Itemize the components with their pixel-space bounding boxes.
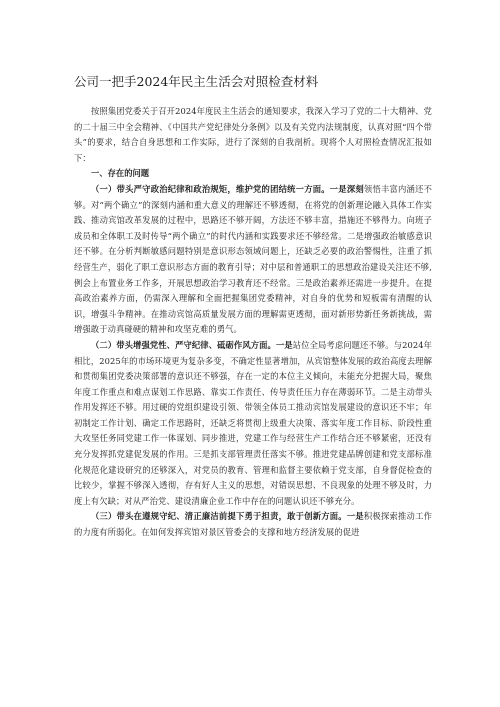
item-3-paragraph — [74, 509, 432, 540]
item-1-paragraph — [74, 182, 432, 338]
item-3-body: 积极探索推动工作的力度有所弱化。在如何发挥宾馆对景区管委会的支撑和地方经济发展的促进 — [74, 511, 432, 538]
item-1-lead: （一）带头严守政治纪律和政治规矩，维护党的团结统一方面。一是深刻 — [91, 183, 364, 194]
document-title: 公司一把手2024年民主生活会对照检查材料 — [74, 74, 319, 89]
item-2-paragraph — [74, 338, 432, 510]
item-2-body: 站位全局考虑问题还不够。与2024年相比，2025年的市场环境更为复杂多变，不确定性显著增加，从宾馆整体发展的政治高度去理解和贯彻集团党委决策部署的意识还不够强，存在一定的本位主义倾向，未能充分把握大局，聚焦年度工作重点和难点谋划工作思路、靠实工作责任、传导责任压力存在薄弱环节。二是主动带头作用发挥还不够。用过硬的党组织建设引领、带领全体员工推动宾馆发展建设的意识还不牢；年初制定工作计划、确定工作思路时，还缺乏将贯彻上级重大决策、落实年度工作目标、阶段性重大攻坚任务同党建工作一体谋划、同步推进，党建工作与经营生产工作结合还不够紧密，还没有充分发挥抓党建促发展的作用。三是抓支部管理责任落实不够。推进党建品牌创建和党支部标准化规范化建设研究的还够深入，对党员的教育、管理和监督主要依赖于党支部，自身督促检查的比较少，掌握不够深入透彻，存有好人主义的思想，对错误思想、不良现象的处理不够及时，力度上有欠缺；对从严治党、建设清廉企业工作中存在的问题认识还不够充分。 — [74, 339, 432, 506]
intro-paragraph: 按照集团党委关于召开2024年度民主生活会的通知要求，我深入学习了党的二十大精神、党的二十届三中全会精神、《中国共产党纪律处分条例》以及有关党内法规制度，认真对照“四个带头”的要求，结合自身思想和工作实际，进行了深刻的自我剖析。现将个人对照检查情况汇报如下： — [74, 106, 432, 163]
item-2-lead: （二）带头增强党性、严守纪律、砥砺作风方面。一是 — [91, 339, 293, 350]
item-3-lead: （三）带头在遵规守纪、清正廉洁前提下勇于担责，敢于创新方面。一是 — [91, 511, 364, 522]
item-1-body: 领悟丰富内涵还不够。对“两个确立”的深刻内涵和重大意义的理解还不够透彻，在将党的创新理论融入具体工作实践、推动宾馆改革发展的过程中，思路还不够开阔，方法还不够丰富，措施还不够得力。向班子成员和全体职工及时传导“两个确立”的时代内涵和实践要求还不够经常。二是增强政治敏感意识还不够。在分析判断敏感问题特别是意识形态领域问题上，还缺乏必要的政治警惕性，注重了抓经营生产，弱化了职工意识形态方面的教育引导；对中层和普通职工的思想政治建设关注还不够,例会上布置业务工作多，开展思想政治学习教育还不经常。三是政治素养还需进一步提升。在提高政治素养方面，仍需深入理解和全面把握集团党委精神，对自身的优势和短板需有清醒的认识，增强斗争精神。在推动宾馆高质量发展方面的理解需更透彻，面对新形势新任务新挑战，需增强敢于动真碰硬的精神和攻坚克难的勇气。 — [74, 183, 432, 335]
section-heading: 一、存在的问题 — [91, 168, 150, 179]
